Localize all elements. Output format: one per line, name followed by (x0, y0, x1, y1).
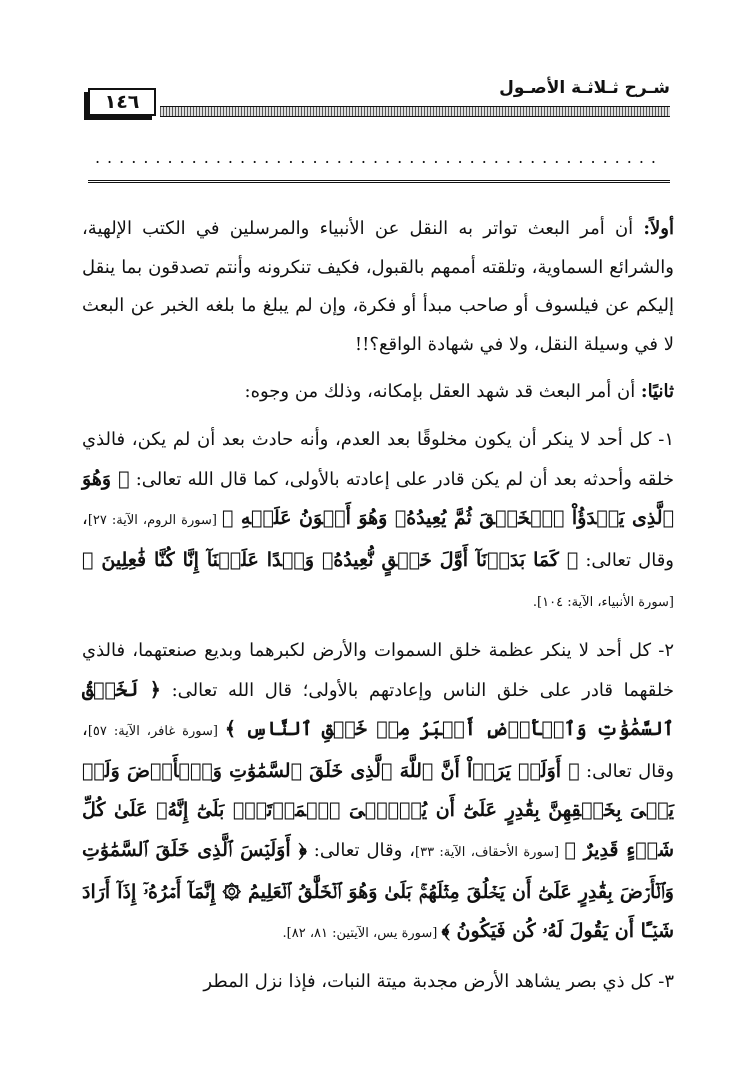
paragraph-text: ، وقال تعالى: (82, 508, 674, 571)
verse-reference: [سورة الأحقاف، الآية: ٣٣] (415, 844, 565, 860)
paragraph-text: ، وقال تعالى: (82, 719, 674, 782)
paragraph-heading: أولاً: (643, 218, 674, 239)
paragraph-text: أن أمر البعث تواتر به النقل عن الأنبياء والمرسلين في الكتب الإلهية، والشرائع السماوية، وتلقته أممهم بالقبول، فكيف تنكرونه وأنتم تصدقون بما ينقل إليكم عن فيلسوف أو صاحب مبدأ أو فكرة، وإن لم يبلغ ما بلغه الخبر عن البعث لا في وسيلة النقل، ولا في شهادة الواقع؟!! (82, 218, 674, 355)
paragraph-second (82, 373, 674, 412)
paragraph-text: ٢- كل أحد لا ينكر عظمة خلق السموات والأرض لكبرهما وبديع صنعتهما، فالذي خلقهما قادر على خلق الناس وإعادتهم بالأولى؛ قال الله تعالى: (82, 639, 674, 701)
page-number: ١٤٦ (88, 88, 156, 116)
page-header (88, 78, 670, 118)
paragraph-heading: ثانيًا: (640, 381, 674, 403)
body-text (82, 210, 674, 1010)
quran-verse: ﴿ وَهُوَ ٱلَّذِى يَبۡدَؤُاْ ٱلۡخَلۡقَ ثُمَّ يُعِيدُهُۥ وَهُوَ أَهۡوَنُ عَلَيۡهِ ﴾ (82, 467, 674, 530)
divider-rule (88, 180, 670, 183)
paragraph-text: أن أمر البعث قد شهد العقل بإمكانه، وذلك من وجوه: (244, 381, 641, 403)
paragraph-point-1 (82, 421, 674, 623)
paragraph-point-2 (82, 632, 674, 954)
quran-verse: ﴿ كَمَا بَدَأۡنَآ أَوَّلَ خَلۡقٍ نُّعِيدُهُۥ وَعۡدًا عَلَيۡنَآ إِنَّا كُنَّا فَٰعِلِينَ ﴾ (82, 548, 579, 571)
paragraph-point-3 (82, 963, 674, 1002)
verse-reference: [سورة يس، الآيتين: ٨١، ٨٢]. (282, 926, 442, 942)
paragraph-text: ١- كل أحد لا ينكر أن يكون مخلوقًا بعد العدم، وأنه حادث بعد أن لم يكن، فالذي خلقه وأحدثه بعد أن لم يكن قادر على إعادته بالأولى، كما قال الله تعالى: (82, 428, 674, 490)
quran-verse: ﴿ أَوَلَمۡ يَرَوۡاْ أَنَّ ٱللَّهَ ٱلَّذِى خَلَقَ ٱلسَّمَٰوَٰتِ وَٱلۡأَرۡضَ وَلَمۡ يَعۡىَ بِخَلۡقِهِنَّ بِقَٰدِرٍ عَلَىٰٓ أَن يُحۡـِۧىَ ٱلۡمَوۡتَىٰۚ بَلَىٰٓ إِنَّهُۥ عَلَىٰ كُلِّ شَىۡءٍ قَدِيرٌ ﴾ (82, 759, 674, 861)
paragraph-first (82, 210, 674, 364)
verse-reference: [سورة الروم، الآية: ٢٧] (87, 513, 222, 529)
paragraph-text: ، وقال تعالى: (306, 839, 416, 861)
quran-verse: ﴿ أَوَلَيۡسَ ٱلَّذِى خَلَقَ ٱلسَّمَٰوَٰتِ وَٱلۡأَرۡضَ بِقَٰدِرٍ عَلَىٰٓ أَن يَخۡلُقَ مِثۡلَهُمۚ بَلَىٰ وَهُوَ ٱلۡخَلَّٰقُ ٱلۡعَلِيمُ ۞ إِنَّمَآ أَمۡرُهُۥٓ إِذَآ أَرَادَ شَيۡـًٔا أَن يَقُولَ لَهُۥ كُن فَيَكُونُ ﴾ (82, 838, 674, 943)
verse-reference: [سورة غافر، الآية: ٥٧] (87, 724, 225, 740)
running-title: شـرح ثـلاثـة الأصـول (499, 78, 670, 98)
paragraph-text: ٣- كل ذي بصر يشاهد الأرض مجدبة ميتة النبات، فإذا نزل المطر (203, 970, 674, 992)
verse-reference: [سورة الأنبياء، الآية: ١٠٤]. (532, 595, 674, 611)
quran-verse: ﴿ لَخَلۡقُ ٱلسَّمَٰوَٰتِ وَٱلۡأَرۡضِ أَكۡبَرُ مِنۡ خَلۡقِ ٱلنَّاسِ ﴾ (82, 678, 674, 741)
header-decorative-rule (160, 106, 670, 117)
dotted-separator: ............................................... (94, 148, 664, 167)
